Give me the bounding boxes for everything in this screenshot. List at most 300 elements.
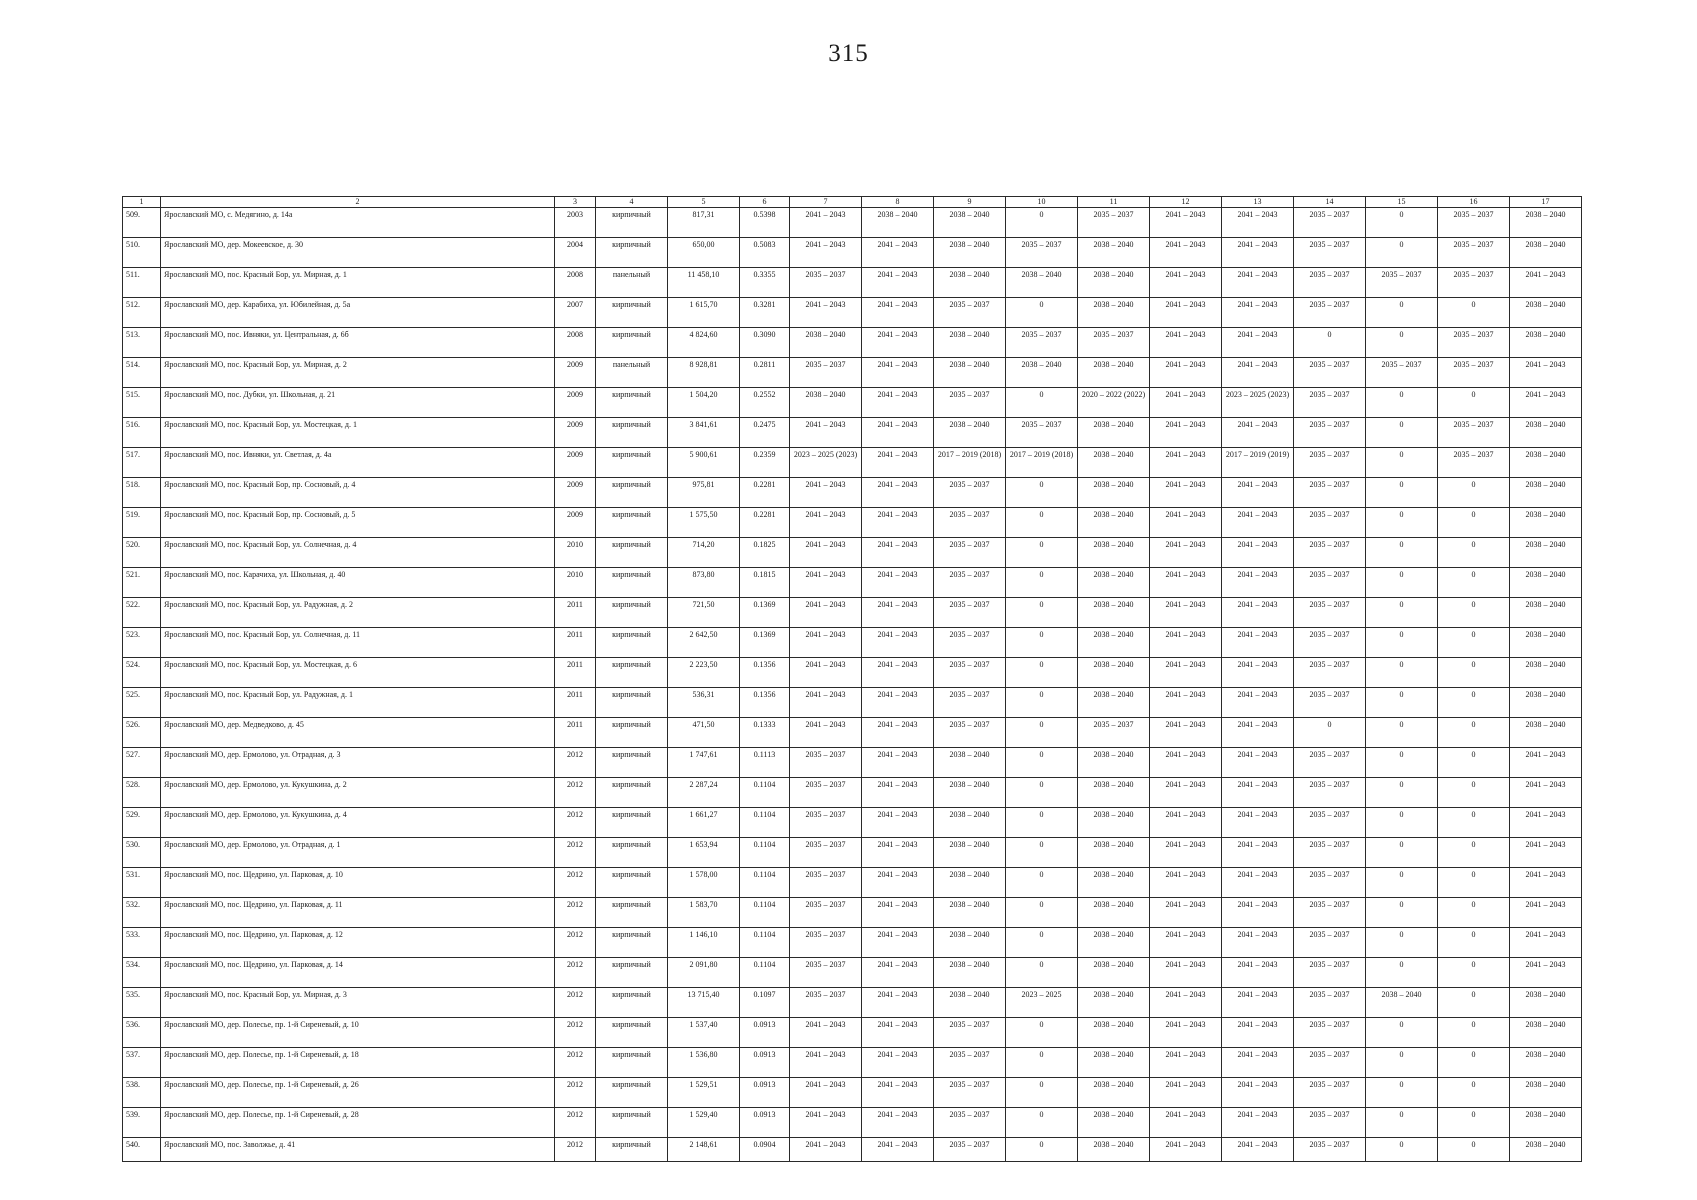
data-cell: 2038 – 2040 [934,898,1006,928]
data-cell: 0.2359 [740,448,790,478]
address-cell: Ярославский МО, дер. Полесье, пр. 1-й Сиреневый, д. 26 [161,1078,555,1108]
data-cell: 2041 – 2043 [1150,1048,1222,1078]
data-cell: 2041 – 2043 [862,808,934,838]
table-row [123,238,1582,268]
data-cell: 2035 – 2037 [790,778,862,808]
address-cell: Ярославский МО, пос. Красный Бор, ул. Солнечная, д. 4 [161,538,555,568]
column-header-11: 11 [1078,197,1150,208]
data-cell: 2041 – 2043 [1150,358,1222,388]
data-cell: 0 [1006,868,1078,898]
data-cell: 2035 – 2037 [1078,208,1150,238]
data-cell: кирпичный [596,1108,668,1138]
data-cell: 2041 – 2043 [1222,1108,1294,1138]
row-number-cell: 528. [123,778,161,808]
row-number-cell: 534. [123,958,161,988]
data-cell: 2041 – 2043 [862,418,934,448]
data-cell: 2012 [555,868,596,898]
data-cell: 0 [1006,628,1078,658]
data-cell: 2041 – 2043 [1150,958,1222,988]
data-cell: 2041 – 2043 [862,1078,934,1108]
data-cell: 2041 – 2043 [790,718,862,748]
data-cell: 2038 – 2040 [934,808,1006,838]
data-cell: кирпичный [596,718,668,748]
data-cell: 0.1104 [740,778,790,808]
data-cell: 2009 [555,358,596,388]
address-cell: Ярославский МО, пос. Красный Бор, ул. Мирная, д. 2 [161,358,555,388]
data-cell: 0 [1006,388,1078,418]
address-cell: Ярославский МО, пос. Ивняки, ул. Светлая, д. 4а [161,448,555,478]
data-cell: 2041 – 2043 [1222,718,1294,748]
data-cell: 3 841,61 [668,418,740,448]
table-row [123,838,1582,868]
data-cell: 2035 – 2037 [1078,718,1150,748]
data-cell: 721,50 [668,598,740,628]
table-row [123,658,1582,688]
data-cell: 2035 – 2037 [934,568,1006,598]
row-number-cell: 520. [123,538,161,568]
data-cell: кирпичный [596,598,668,628]
data-cell: 0 [1438,628,1510,658]
data-cell: 2041 – 2043 [1150,898,1222,928]
data-cell: 2038 – 2040 [1078,1108,1150,1138]
data-cell: 2041 – 2043 [862,1138,934,1162]
data-cell: 0 [1438,538,1510,568]
data-cell: 2038 – 2040 [1078,808,1150,838]
data-cell: 2041 – 2043 [862,358,934,388]
table-row [123,538,1582,568]
data-cell: 2041 – 2043 [1510,388,1582,418]
data-cell: 2041 – 2043 [790,1138,862,1162]
data-cell: 2041 – 2043 [1150,1018,1222,1048]
data-cell: 0.1825 [740,538,790,568]
data-cell: 2017 – 2019 (2019) [1222,448,1294,478]
data-cell: 2038 – 2040 [862,208,934,238]
data-cell: 2012 [555,808,596,838]
row-number-cell: 511. [123,268,161,298]
data-cell: 2041 – 2043 [790,598,862,628]
data-cell: 0 [1006,1048,1078,1078]
data-cell: 2038 – 2040 [934,748,1006,778]
data-cell: 2003 [555,208,596,238]
data-cell: 0 [1006,1078,1078,1108]
data-cell: 2041 – 2043 [1150,238,1222,268]
data-cell: кирпичный [596,1048,668,1078]
data-cell: 2035 – 2037 [934,478,1006,508]
data-cell: 2035 – 2037 [1438,208,1510,238]
data-cell: 2038 – 2040 [1078,268,1150,298]
data-cell: кирпичный [596,568,668,598]
data-cell: 1 529,51 [668,1078,740,1108]
address-cell: Ярославский МО, пос. Красный Бор, ул. Мирная, д. 1 [161,268,555,298]
data-cell: кирпичный [596,478,668,508]
data-cell: 2041 – 2043 [862,778,934,808]
data-cell: 0 [1006,1018,1078,1048]
data-cell: 2041 – 2043 [862,988,934,1018]
address-cell: Ярославский МО, дер. Ермолово, ул. Кукушкина, д. 4 [161,808,555,838]
data-cell: 2038 – 2040 [934,958,1006,988]
data-cell: 2041 – 2043 [790,238,862,268]
row-number-cell: 524. [123,658,161,688]
data-cell: 0 [1366,418,1438,448]
data-cell: 0 [1006,808,1078,838]
data-cell: 2038 – 2040 [1510,1138,1582,1162]
address-cell: Ярославский МО, пос. Красный Бор, ул. Радужная, д. 1 [161,688,555,718]
data-cell: 714,20 [668,538,740,568]
data-cell: 2035 – 2037 [1294,898,1366,928]
data-cell: 0.3355 [740,268,790,298]
data-cell: 0 [1366,658,1438,688]
data-cell: 2012 [555,1048,596,1078]
data-cell: 4 824,60 [668,328,740,358]
data-cell: 2038 – 2040 [1078,658,1150,688]
data-cell: 0 [1366,718,1438,748]
data-cell: 0.1113 [740,748,790,778]
data-cell: 0.2281 [740,478,790,508]
row-number-cell: 527. [123,748,161,778]
data-cell: 2004 [555,238,596,268]
table-row [123,928,1582,958]
data-cell: 2035 – 2037 [1438,418,1510,448]
data-cell: 0 [1366,778,1438,808]
data-cell: 2041 – 2043 [862,1018,934,1048]
data-cell: 2035 – 2037 [1006,238,1078,268]
data-cell: кирпичный [596,1078,668,1108]
data-cell: 2041 – 2043 [862,958,934,988]
data-cell: 0 [1294,328,1366,358]
data-cell: 2 642,50 [668,628,740,658]
data-cell: 2011 [555,628,596,658]
data-cell: 2035 – 2037 [1294,388,1366,418]
data-cell: кирпичный [596,748,668,778]
data-cell: 2035 – 2037 [1294,508,1366,538]
data-cell: 2009 [555,508,596,538]
data-cell: 0 [1366,748,1438,778]
data-cell: 2041 – 2043 [1150,748,1222,778]
data-cell: 0 [1006,508,1078,538]
data-cell: 0 [1366,298,1438,328]
column-header-6: 6 [740,197,790,208]
data-cell: 0.1104 [740,958,790,988]
table-row [123,1078,1582,1108]
data-cell: 2041 – 2043 [1150,538,1222,568]
data-cell: 2035 – 2037 [1006,328,1078,358]
data-cell: 2012 [555,1018,596,1048]
data-cell: 2035 – 2037 [934,538,1006,568]
data-cell: 0.0904 [740,1138,790,1162]
page-number: 315 [828,40,869,67]
data-cell: 2041 – 2043 [1150,298,1222,328]
data-cell: 2009 [555,418,596,448]
address-cell: Ярославский МО, дер. Карабиха, ул. Юбилейная, д. 5а [161,298,555,328]
data-cell: 2 148,61 [668,1138,740,1162]
data-cell: 2041 – 2043 [1150,508,1222,538]
data-cell: 0 [1006,208,1078,238]
data-cell: 2035 – 2037 [1294,238,1366,268]
table-row [123,268,1582,298]
data-cell: 975,81 [668,478,740,508]
data-cell: 2041 – 2043 [1222,658,1294,688]
table-row [123,1048,1582,1078]
row-number-cell: 530. [123,838,161,868]
data-cell: 2035 – 2037 [1294,748,1366,778]
data-cell: 0 [1366,1048,1438,1078]
data-cell: 1 578,00 [668,868,740,898]
data-cell: кирпичный [596,1018,668,1048]
data-cell: 2038 – 2040 [1078,1078,1150,1108]
data-cell: 0 [1006,598,1078,628]
data-cell: кирпичный [596,808,668,838]
housing-register-table [122,196,1582,1162]
data-cell: 0 [1438,688,1510,718]
data-cell: 2041 – 2043 [1222,238,1294,268]
data-cell: 2041 – 2043 [1150,838,1222,868]
row-number-cell: 516. [123,418,161,448]
data-cell: 2038 – 2040 [1078,958,1150,988]
data-cell: 2035 – 2037 [1294,1048,1366,1078]
data-cell: кирпичный [596,418,668,448]
data-cell: 2038 – 2040 [1510,988,1582,1018]
data-cell: 0.1356 [740,688,790,718]
address-cell: Ярославский МО, дер. Полесье, пр. 1-й Сиреневый, д. 10 [161,1018,555,1048]
table-row [123,358,1582,388]
data-cell: 2012 [555,838,596,868]
data-cell: 2038 – 2040 [1078,748,1150,778]
data-cell: 0 [1438,718,1510,748]
data-cell: 2035 – 2037 [790,928,862,958]
data-cell: 2041 – 2043 [862,238,934,268]
data-cell: 2038 – 2040 [1510,508,1582,538]
data-cell: 2011 [555,718,596,748]
data-cell: 2041 – 2043 [790,208,862,238]
row-number-cell: 535. [123,988,161,1018]
data-cell: 2041 – 2043 [862,598,934,628]
data-cell: 817,31 [668,208,740,238]
data-cell: 2041 – 2043 [862,328,934,358]
data-cell: кирпичный [596,898,668,928]
data-cell: 2038 – 2040 [790,388,862,418]
data-cell: 1 615,70 [668,298,740,328]
data-cell: 2035 – 2037 [790,268,862,298]
data-cell: 2041 – 2043 [790,658,862,688]
data-cell: 2035 – 2037 [934,658,1006,688]
data-cell: 2041 – 2043 [1222,868,1294,898]
data-cell: 0 [1366,1138,1438,1162]
data-cell: 2012 [555,778,596,808]
data-cell: 2041 – 2043 [862,718,934,748]
row-number-cell: 522. [123,598,161,628]
data-cell: 2038 – 2040 [934,868,1006,898]
data-cell: 2 223,50 [668,658,740,688]
address-cell: Ярославский МО, пос. Красный Бор, ул. Солнечная, д. 11 [161,628,555,658]
data-cell: 2041 – 2043 [862,838,934,868]
data-cell: 2041 – 2043 [1150,268,1222,298]
data-cell: кирпичный [596,448,668,478]
data-cell: 0.3090 [740,328,790,358]
data-cell: 2041 – 2043 [1150,928,1222,958]
column-header-9: 9 [934,197,1006,208]
data-cell: 2041 – 2043 [1222,1018,1294,1048]
data-cell: 2038 – 2040 [1510,628,1582,658]
data-cell: 0 [1438,658,1510,688]
data-cell: 2038 – 2040 [1510,238,1582,268]
table-row [123,1108,1582,1138]
data-cell: 2035 – 2037 [934,1078,1006,1108]
data-cell: 2041 – 2043 [1222,778,1294,808]
data-cell: 2041 – 2043 [790,628,862,658]
row-number-cell: 537. [123,1048,161,1078]
data-cell: 2035 – 2037 [1294,658,1366,688]
data-cell: 0 [1438,388,1510,418]
data-cell: 2038 – 2040 [1510,688,1582,718]
data-cell: 2035 – 2037 [1294,568,1366,598]
column-header-15: 15 [1366,197,1438,208]
row-number-cell: 532. [123,898,161,928]
data-cell: 2035 – 2037 [1294,958,1366,988]
data-cell: 2012 [555,988,596,1018]
data-cell: 0 [1438,478,1510,508]
data-cell: 2035 – 2037 [1294,808,1366,838]
data-cell: кирпичный [596,538,668,568]
data-cell: 2008 [555,328,596,358]
data-cell: 2035 – 2037 [1366,358,1438,388]
table-row [123,208,1582,238]
data-cell: 0 [1438,598,1510,628]
data-cell: кирпичный [596,838,668,868]
data-cell: 2035 – 2037 [790,748,862,778]
column-header-5: 5 [668,197,740,208]
data-cell: 0 [1438,1138,1510,1162]
data-cell: 0.0913 [740,1048,790,1078]
data-cell: 2009 [555,478,596,508]
row-number-cell: 536. [123,1018,161,1048]
table-row [123,748,1582,778]
data-cell: 2041 – 2043 [862,508,934,538]
data-cell: 2041 – 2043 [1150,778,1222,808]
data-cell: 1 661,27 [668,808,740,838]
data-cell: 0 [1366,568,1438,598]
table-row [123,628,1582,658]
data-cell: 2041 – 2043 [1222,358,1294,388]
data-cell: 0 [1438,928,1510,958]
data-cell: 2041 – 2043 [862,928,934,958]
row-number-cell: 525. [123,688,161,718]
data-cell: 2041 – 2043 [1222,898,1294,928]
column-header-3: 3 [555,197,596,208]
data-cell: 0 [1366,898,1438,928]
address-cell: Ярославский МО, пос. Заволжье, д. 41 [161,1138,555,1162]
data-cell: 2041 – 2043 [1510,958,1582,988]
address-cell: Ярославский МО, пос. Карачиха, ул. Школьная, д. 40 [161,568,555,598]
data-cell: 0.1815 [740,568,790,598]
data-cell: 2041 – 2043 [1510,808,1582,838]
data-cell: 2041 – 2043 [862,628,934,658]
data-cell: 0 [1006,1108,1078,1138]
data-cell: 0.0913 [740,1108,790,1138]
row-number-cell: 515. [123,388,161,418]
data-cell: панельный [596,268,668,298]
column-header-17: 17 [1510,197,1582,208]
data-cell: 2023 – 2025 [1006,988,1078,1018]
data-cell: 2041 – 2043 [1222,208,1294,238]
data-cell: 2041 – 2043 [790,568,862,598]
data-cell: 2035 – 2037 [790,958,862,988]
data-cell: 2041 – 2043 [1222,988,1294,1018]
data-cell: 0.0913 [740,1018,790,1048]
data-cell: 13 715,40 [668,988,740,1018]
data-cell: 2035 – 2037 [1294,868,1366,898]
data-cell: 0.1369 [740,598,790,628]
data-cell: кирпичный [596,868,668,898]
data-cell: 2 287,24 [668,778,740,808]
data-cell: 2035 – 2037 [1294,988,1366,1018]
data-cell: 0 [1294,718,1366,748]
data-cell: 2035 – 2037 [1438,448,1510,478]
column-header-1: 1 [123,197,161,208]
data-cell: 2041 – 2043 [790,1048,862,1078]
data-cell: 0 [1438,1108,1510,1138]
table-row [123,508,1582,538]
data-cell: 2035 – 2037 [934,688,1006,718]
data-cell: 2041 – 2043 [790,1108,862,1138]
data-cell: 0 [1438,958,1510,988]
data-cell: 0 [1366,928,1438,958]
data-cell: 2038 – 2040 [934,238,1006,268]
data-cell: 2011 [555,598,596,628]
data-cell: 2035 – 2037 [934,298,1006,328]
data-cell: 2041 – 2043 [1222,628,1294,658]
data-cell: 2038 – 2040 [790,328,862,358]
data-cell: 2041 – 2043 [1150,1138,1222,1162]
data-cell: 0 [1366,328,1438,358]
data-cell: 0 [1006,958,1078,988]
data-cell: 2041 – 2043 [1510,748,1582,778]
data-cell: 2041 – 2043 [1150,448,1222,478]
address-cell: Ярославский МО, с. Медягино, д. 14а [161,208,555,238]
data-cell: 2038 – 2040 [1510,208,1582,238]
data-cell: 2041 – 2043 [790,478,862,508]
row-number-cell: 514. [123,358,161,388]
data-cell: 2020 – 2022 (2022) [1078,388,1150,418]
data-cell: 2035 – 2037 [1294,298,1366,328]
data-cell: 2041 – 2043 [1150,688,1222,718]
column-header-10: 10 [1006,197,1078,208]
data-cell: 2008 [555,268,596,298]
table-row [123,898,1582,928]
data-cell: 2041 – 2043 [1222,268,1294,298]
address-cell: Ярославский МО, пос. Красный Бор, ул. Радужная, д. 2 [161,598,555,628]
data-cell: 2035 – 2037 [790,988,862,1018]
data-cell: 1 536,80 [668,1048,740,1078]
data-cell: 0 [1366,628,1438,658]
row-number-cell: 539. [123,1108,161,1138]
data-cell: 2041 – 2043 [862,448,934,478]
table-row [123,778,1582,808]
data-cell: 2041 – 2043 [862,538,934,568]
data-cell: 0 [1366,688,1438,718]
data-cell: 2041 – 2043 [862,568,934,598]
data-cell: 0 [1438,1078,1510,1108]
data-cell: 2038 – 2040 [1078,508,1150,538]
data-cell: 2041 – 2043 [862,388,934,418]
data-cell: 2035 – 2037 [934,598,1006,628]
data-cell: 0 [1006,478,1078,508]
data-cell: 2035 – 2037 [1294,688,1366,718]
row-number-cell: 540. [123,1138,161,1162]
data-cell: 2038 – 2040 [1510,718,1582,748]
data-cell: 2041 – 2043 [862,1048,934,1078]
table-row [123,1138,1582,1162]
data-cell: 2038 – 2040 [934,328,1006,358]
